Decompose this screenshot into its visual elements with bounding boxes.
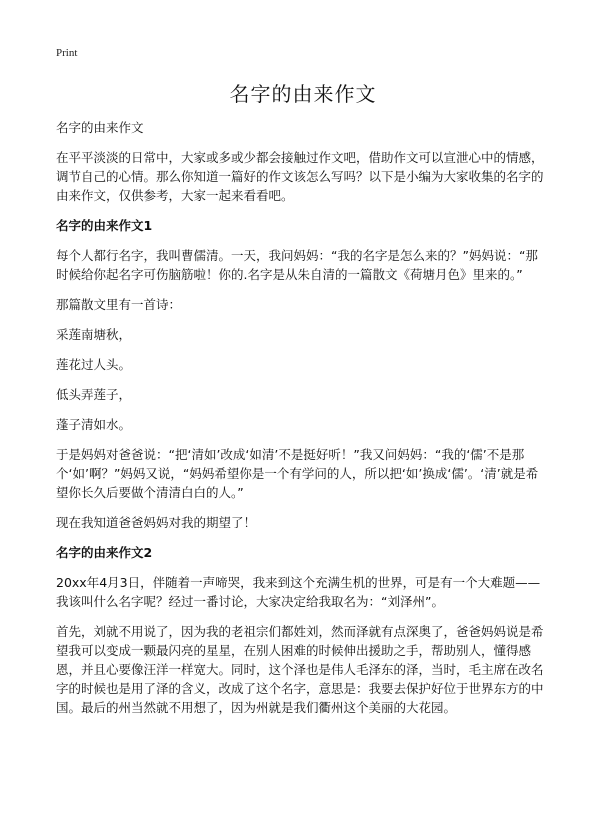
section-1-heading: 名字的由来作文1 — [56, 218, 153, 233]
poem-line-4: 蓬子清如水。 — [56, 417, 132, 432]
document-title: 名字的由来作文 — [229, 82, 377, 106]
section-1-paragraph-1: 每个人都行名字，我叫曹儒清。一天，我问妈妈：“我的名字是怎么来的？”妈妈说：“那时候给你起名字可伤脑筋啦！你的.名字是从朱自清的一篇散文《荷塘月色》里来的。” — [56, 248, 538, 282]
section-2-paragraph-2: 首先，刘就不用说了，因为我的老祖宗们都姓刘，然而泽就有点深奥了，爸爸妈妈说是希望我可以变成一颗最闪亮的星星，在别人困难的时候伸出援助之手，帮助别人，懂得感恩，并且心要像汪洋一样宽大。同时，这个泽也是伟人毛泽东的泽，当时，毛主席在改名字的时候也是用了泽的含义，改成了这个名字，意思是：我要去保护好位于世界东方的中国。最后的州当然就不用想了，因为州就是我们衢州这个美丽的大花园。 — [56, 624, 544, 715]
poem-line-1: 采莲南塘秋， — [56, 327, 132, 342]
section-2-paragraph-1: 20xx年4月3日，伴随着一声啼哭，我来到这个充满生机的世界，可是有一个大难题——我该叫什么名字呢？经过一番讨论，大家决定给我取名为：“刘泽州”。 — [56, 575, 541, 609]
poem-line-3: 低头弄莲子， — [56, 387, 132, 402]
intro-paragraph: 在平平淡淡的日常中，大家或多或少都会接触过作文吧，借助作文可以宣泄心中的情感，调节自己的心情。那么你知道一篇好的作文该怎么写吗？以下是小编为大家收集的名字的由来作文，仅供参考，大家一起来看看吧。 — [56, 150, 544, 203]
section-1-paragraph-2: 那篇散文里有一首诗： — [56, 297, 182, 312]
section-1-paragraph-4: 现在我知道爸爸妈妈对我的期望了！ — [56, 515, 257, 530]
print-link[interactable]: Print — [56, 47, 78, 59]
section-1-paragraph-3: 于是妈妈对爸爸说：“把‘清如’改成‘如清’不是挺好听！”我又问妈妈：“我的‘儒’不是那个‘如’啊？”妈妈又说，“妈妈希望你是一个有学问的人，所以把‘如’换成‘儒’。‘清’就是希望你长久后要做个清清白白的人。” — [56, 447, 539, 500]
document-body — [56, 118, 550, 728]
poem-line-2: 莲花过人头。 — [56, 357, 132, 372]
section-2-heading: 名字的由来作文2 — [56, 545, 153, 560]
document-subtitle: 名字的由来作文 — [56, 120, 144, 135]
